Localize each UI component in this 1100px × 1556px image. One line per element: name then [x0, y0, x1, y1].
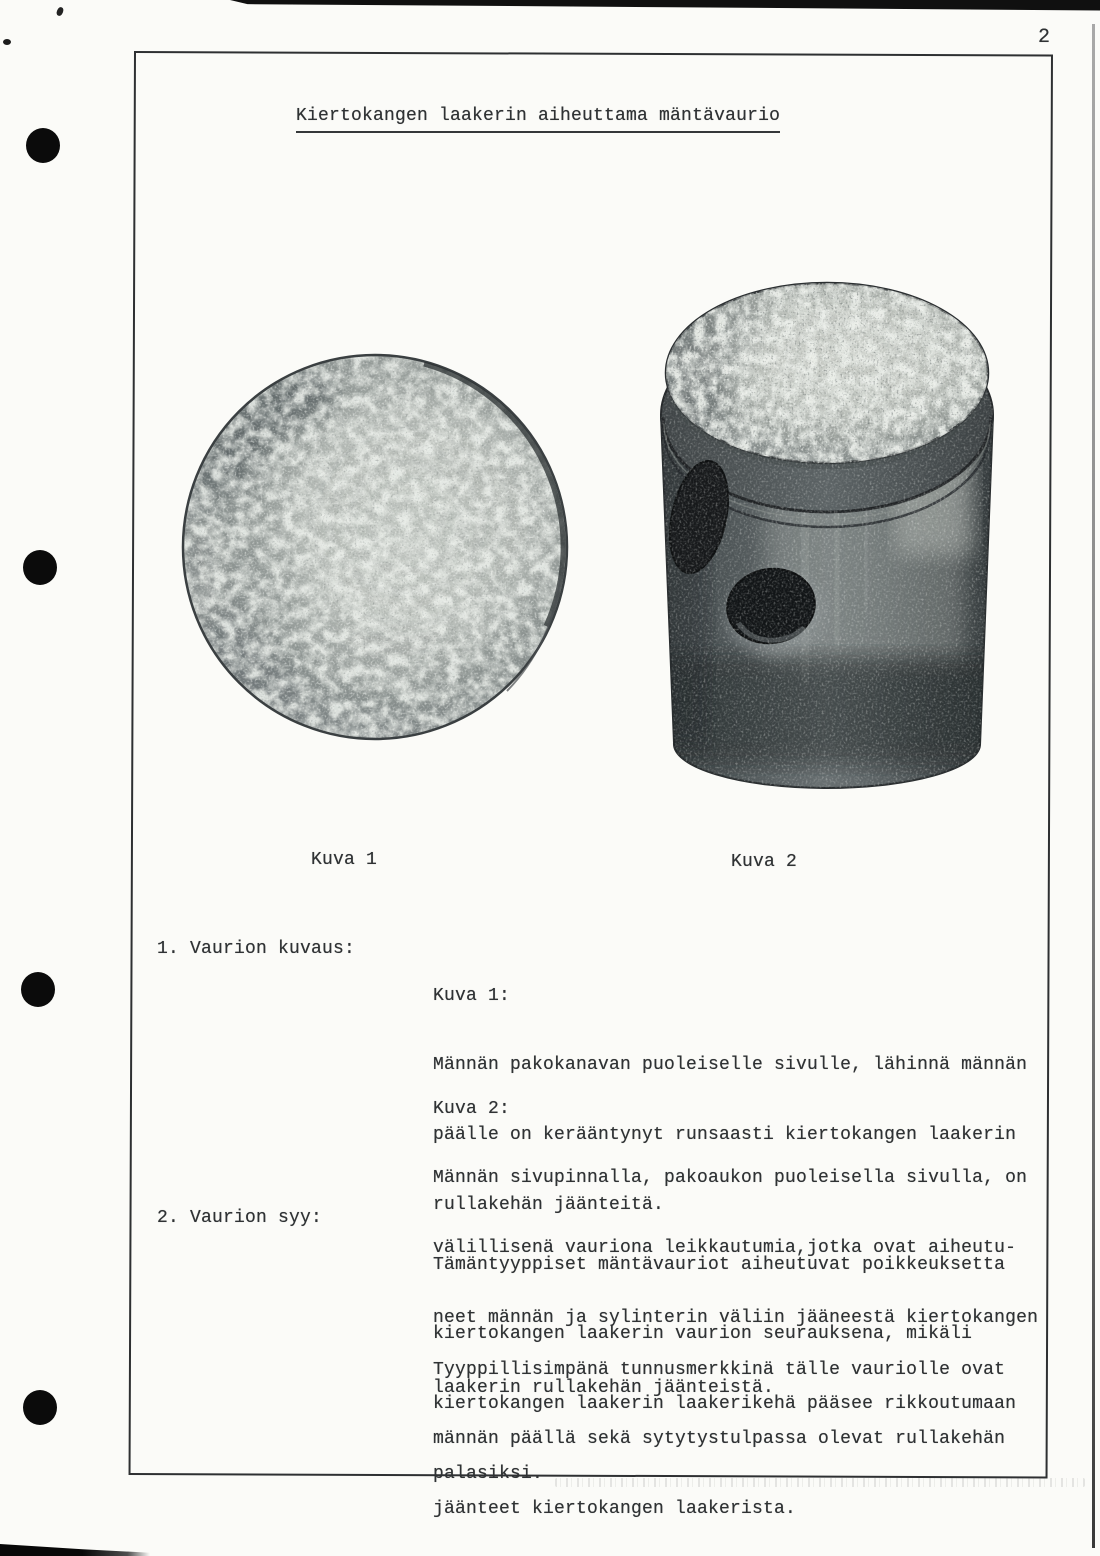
punch-hole [23, 550, 57, 585]
scan-right-edge-line [1092, 24, 1095, 1548]
text-line: Männän pakokanavan puoleiselle sivulle, lähinnä männän [433, 1055, 1028, 1076]
text-line: männän päällä sekä sytytystulpassa olevat rullakehän [433, 1429, 1006, 1450]
text-line: laakerin rullakehän jäänteistä. [433, 1378, 775, 1399]
text-line: Tämäntyyppiset mäntävauriot aiheutuvat poikkeuksetta [433, 1254, 1006, 1275]
text-line: rullakehän jäänteitä. [433, 1195, 665, 1216]
text-line: neet männän ja sylinterin väliin jääneestä kiertokangen [433, 1308, 1039, 1329]
text-line: Tyyppillisimpänä tunnusmerkkinä tälle vauriolle ovat [433, 1359, 1006, 1380]
text-line: Kuva 1: [433, 985, 511, 1006]
punch-hole [23, 1390, 57, 1425]
figure-1-caption: Kuva 1 [311, 850, 378, 870]
text-line: jäänteet kiertokangen laakerista. [433, 1499, 797, 1520]
text-line: välillisenä vauriona leikkautumia,jotka ovat aiheutu- [433, 1238, 1017, 1259]
text-line: kiertokangen laakerin vaurion seurauksena, mikäli [433, 1324, 973, 1345]
scan-speck [3, 39, 11, 45]
section-2-paragraph-2 [433, 1312, 1005, 1556]
figure-2-photo-piston-side [650, 265, 1010, 805]
section-2-label: 2. Vaurion syy: [157, 1208, 323, 1228]
punch-hole [21, 972, 55, 1007]
text-line: Männän sivupinnalla, pakoaukon puoleisella sivulla, on [433, 1168, 1028, 1189]
scan-bottom-left-artifact [0, 1541, 150, 1556]
scan-top-edge-artifact [230, 0, 1100, 11]
punch-hole [26, 128, 60, 163]
section-1-label: 1. Vaurion kuvaus: [157, 939, 356, 959]
scan-speck [56, 6, 65, 17]
text-line: palasiksi. [433, 1464, 544, 1485]
text-line: Kuva 2: [433, 1098, 511, 1119]
figure-2-caption: Kuva 2 [731, 852, 798, 872]
page-title: Kiertokangen laakerin aiheuttama mäntävaurio [296, 104, 780, 133]
page-number: 2 [1038, 26, 1051, 49]
text-line: kiertokangen laakerin laakerikehä pääsee rikkoutumaan [433, 1394, 1017, 1415]
text-line: päälle on kerääntynyt runsaasti kiertokangen laakerin [433, 1125, 1017, 1146]
figure-1-photo-piston-crown [177, 349, 573, 745]
